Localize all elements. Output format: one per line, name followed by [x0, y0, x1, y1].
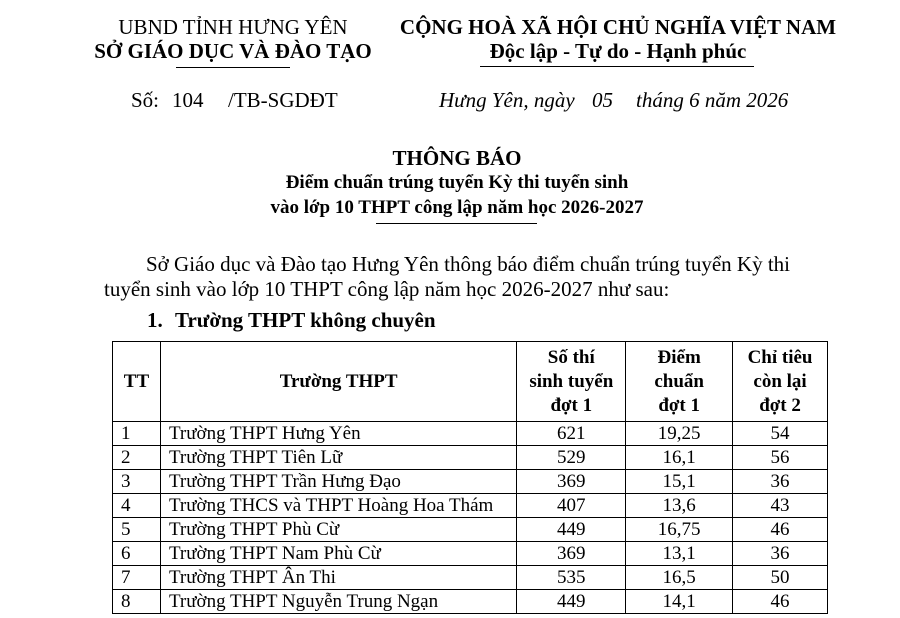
row-school: Trường THPT Nam Phù Cừ	[160, 542, 516, 566]
nation-line1: CỘNG HOÀ XÃ HỘI CHỦ NGHĨA VIỆT NAM	[399, 15, 837, 39]
intro-line2: tuyển sinh vào lớp 10 THPT công lập năm học 2026-2027 như sau:	[104, 277, 670, 301]
table-row	[113, 422, 828, 446]
header-count-line1: Số thí	[547, 346, 595, 368]
header-quota-line3: đợt 2	[759, 394, 801, 416]
header-score-line3: đợt 1	[658, 394, 700, 416]
row-score: 15,1	[626, 470, 733, 494]
row-tt: 4	[113, 494, 161, 518]
row-quota: 36	[733, 542, 828, 566]
row-tt: 2	[113, 446, 161, 470]
row-quota: 46	[733, 518, 828, 542]
header-count-line3: đợt 1	[550, 394, 593, 416]
header-score	[626, 342, 733, 422]
doc-number-value: 104	[172, 88, 204, 112]
table-row	[113, 470, 828, 494]
section-heading: Trường THPT không chuyên	[175, 308, 436, 332]
title-underline	[376, 223, 537, 224]
issuer-underline	[176, 67, 290, 68]
row-quota: 43	[733, 494, 828, 518]
doc-subtitle-line1: Điểm chuẩn trúng tuyển Kỳ thi tuyển sinh	[285, 172, 629, 193]
row-tt: 3	[113, 470, 161, 494]
header-quota-line2: còn lại	[753, 370, 807, 392]
header-quota-line1: Chỉ tiêu	[747, 346, 813, 368]
issuer-line1: UBND TỈNH HƯNG YÊN	[118, 15, 348, 39]
row-quota: 54	[733, 422, 828, 446]
row-count: 407	[517, 494, 626, 518]
date-day: 05	[592, 88, 613, 112]
row-tt: 8	[113, 590, 161, 614]
row-count: 449	[517, 518, 626, 542]
row-school: Trường THPT Hưng Yên	[160, 422, 516, 446]
row-school: Trường THPT Phù Cừ	[160, 518, 516, 542]
doc-number-prefix: Số:	[131, 88, 160, 112]
row-school: Trường THPT Trần Hưng Đạo	[160, 470, 516, 494]
header-tt: TT	[113, 342, 161, 422]
row-school: Trường THPT Nguyễn Trung Ngạn	[160, 590, 516, 614]
section-number: 1.	[147, 308, 163, 332]
row-score: 16,5	[626, 566, 733, 590]
row-score: 13,6	[626, 494, 733, 518]
row-score: 14,1	[626, 590, 733, 614]
doc-number-suffix: /TB-SGDĐT	[228, 88, 338, 112]
table-row	[113, 494, 828, 518]
doc-title: THÔNG BÁO	[392, 146, 522, 170]
row-quota: 46	[733, 590, 828, 614]
table-row	[113, 542, 828, 566]
row-school: Trường THPT Ân Thi	[160, 566, 516, 590]
row-score: 16,1	[626, 446, 733, 470]
row-score: 19,25	[626, 422, 733, 446]
table-row	[113, 446, 828, 470]
date-month-year: tháng 6 năm 2026	[636, 88, 789, 112]
row-school: Trường THCS và THPT Hoàng Hoa Thám	[160, 494, 516, 518]
row-score: 13,1	[626, 542, 733, 566]
header-score-line2: chuẩn	[654, 370, 704, 392]
table-row	[113, 590, 828, 614]
table-header-row	[113, 342, 828, 422]
row-quota: 36	[733, 470, 828, 494]
row-tt: 1	[113, 422, 161, 446]
row-tt: 6	[113, 542, 161, 566]
row-count: 369	[517, 542, 626, 566]
header-count-line2: sinh tuyển	[529, 370, 614, 392]
admission-score-table	[112, 341, 828, 614]
row-count: 535	[517, 566, 626, 590]
header-school: Trường THPT	[160, 342, 516, 422]
row-quota: 56	[733, 446, 828, 470]
row-quota: 50	[733, 566, 828, 590]
header-count	[517, 342, 626, 422]
doc-subtitle-line2: vào lớp 10 THPT công lập năm học 2026-2027	[270, 197, 644, 218]
nation-motto: Độc lập - Tự do - Hạnh phúc	[489, 39, 747, 63]
row-tt: 7	[113, 566, 161, 590]
issuer-line2: SỞ GIÁO DỤC VÀ ĐÀO TẠO	[94, 39, 372, 63]
row-count: 621	[517, 422, 626, 446]
date-place: Hưng Yên, ngày	[439, 88, 575, 112]
motto-underline	[480, 66, 754, 67]
row-count: 449	[517, 590, 626, 614]
row-school: Trường THPT Tiên Lữ	[160, 446, 516, 470]
row-tt: 5	[113, 518, 161, 542]
header-quota	[733, 342, 828, 422]
row-count: 369	[517, 470, 626, 494]
header-score-line1: Điểm	[657, 346, 701, 368]
intro-line1: Sở Giáo dục và Đào tạo Hưng Yên thông báo điểm chuẩn trúng tuyển Kỳ thi	[146, 252, 790, 276]
table-row	[113, 566, 828, 590]
table-row	[113, 518, 828, 542]
row-count: 529	[517, 446, 626, 470]
row-score: 16,75	[626, 518, 733, 542]
